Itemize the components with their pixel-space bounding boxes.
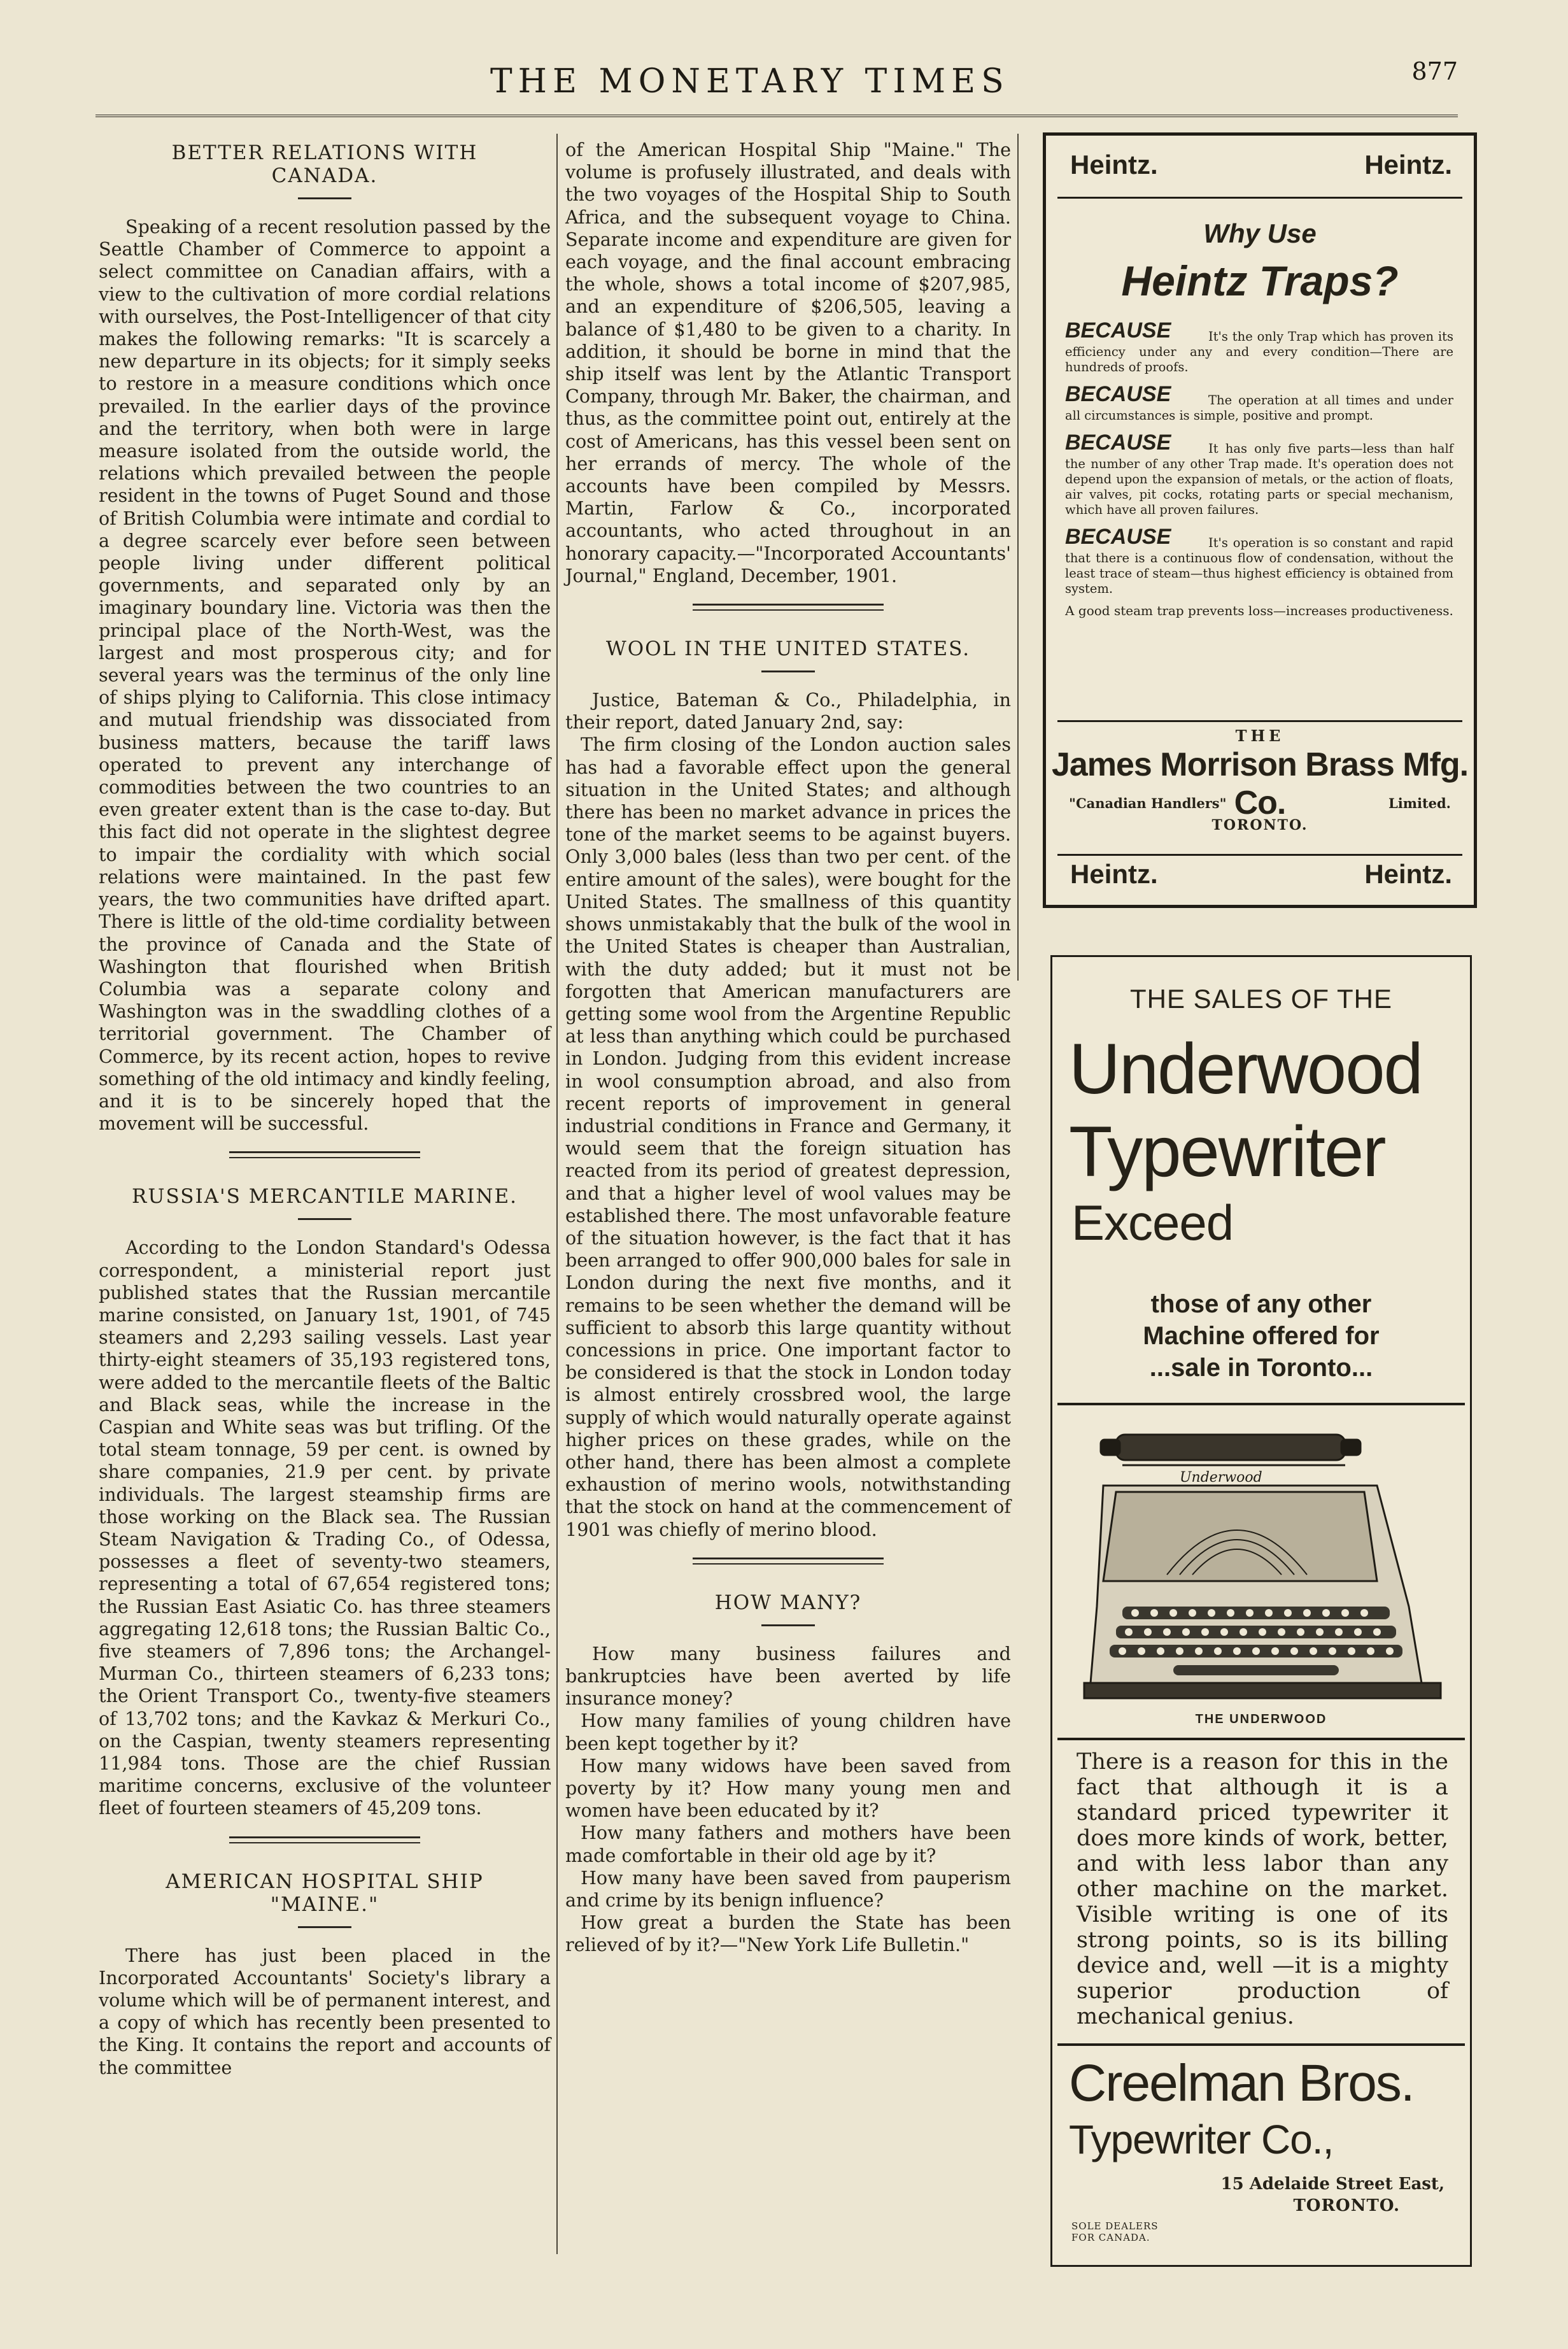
ad-exceed: Exceed — [1071, 1195, 1234, 1251]
claim-line: Machine offered for — [1143, 1322, 1380, 1350]
because-label: BECAUSE — [1065, 382, 1171, 406]
limited-label: Limited. — [1388, 795, 1451, 811]
ad-claim — [1052, 1288, 1470, 1384]
article-paragraph: Justice, Bateman & Co., Philadelphia, in their report, dated January 2nd, say: — [565, 689, 1011, 734]
heading-line: CANADA. — [271, 164, 378, 187]
article-separator — [229, 1836, 420, 1843]
column-1 — [99, 139, 551, 2079]
reason-text-body: The operation at all times and under all circumstances is simple, positive and prompt. — [1065, 393, 1453, 423]
article-paragraph: According to the London Standard's Odessa correspondent, a ministerial report just published states that the Russian mercantile marine consisted, on January 1st, 1901, of 745 steamers and 2,293 sailing vessels. Last year thirty-eight steamers of 35,193 registered tons, were added to the mercantile fleets of the Baltic and Black seas, while the increase in the Caspian and White seas was but trifling. Of the total steam tonnage, 59 per cent. is owned by share companies, 21.9 per cent. by private individuals. The largest steamship firms are those working on the Black sea. The Russian Steam Navigation & Trading Co., of Odessa, possesses a fleet of seventy-two steamers, representing a total of 67,654 registered tons; the Russian East Asiatic Co. has three steamers aggregating 12,618 tons; the Russian Baltic Co., five steamers of 7,896 tons; the Archangel-Murman Co., thirteen steamers of 6,233 tons; the Orient Transport Co., twenty-five steamers of 13,702 tons; and the Kavkaz & Merkuri Co., on the Caspian, twenty steamers representing 11,984 tons. Those are the chief Russian maritime concerns, exclusive of the volunteer fleet of fourteen steamers of 45,209 tons. — [99, 1237, 551, 1819]
because-label: BECAUSE — [1065, 430, 1171, 455]
article-paragraph: The firm closing of the London auction sales has had a favorable effect upon the general situation in the United States; and although there has been no market advance in prices the tone of the market seems to be against buyers. Only 3,000 bales (less than two per cent. of the entire amount of the sales), were bought for the United States. The smallness of this quantity shows unmistakably that the bulk of the wool in the United States is cheaper than Australian, with the duty added; but it must not be forgotten that American manufacturers are getting some wool from the Argentine Republic at less than anything which could be purchased in London. Judging from this evident increase in wool consumption abroad, and also from recent reports of improvement in general industrial conditions in France and Germany, it would seem that the foreign situation has reacted from its period of greatest depression, and that a higher level of wool values may be established there. The most unfavorable feature of the situation however, is the fact that it has been arranged to offer 900,000 bales for sale in London during the next five months, and it remains to be seen whether the demand will be sufficient to absorb this large quantity without concessions in price. One important factor to be considered is that the stock in London today is almost entirely crossbred wool, the large supply of which would naturally operate against higher prices on these grades, while on the other hand, there has been almost a complete exhaustion of merino wools, notwithstanding that the stock on hand at the commencement of 1901 was chiefly of merino blood. — [565, 734, 1011, 1540]
corner-label: Heintz. — [1364, 859, 1452, 889]
header-rule — [95, 115, 1458, 117]
article-paragraph: How many widows have been saved from poverty by it? How many young men and women have been educated by it? — [565, 1754, 1011, 1822]
ad-rule — [1057, 1403, 1465, 1405]
illustration-caption: THE UNDERWOOD — [1195, 1712, 1327, 1726]
handlers-label: "Canadian Handlers" — [1069, 795, 1227, 811]
typewriter-label: Underwood — [1180, 1470, 1262, 1486]
article-paragraph: How many fathers and mothers have been made comfortable in their old age by it? — [565, 1822, 1011, 1866]
heading-line: AMERICAN HOSPITAL SHIP — [166, 1870, 484, 1893]
ad-intro: THE SALES OF THE — [1130, 984, 1392, 1014]
heintz-traps-ad — [1043, 132, 1477, 908]
company-handlers — [1069, 795, 1451, 811]
ad-rule — [1057, 1738, 1465, 1740]
article-paragraph: Speaking of a recent resolution passed by the Seattle Chamber of Commerce to appoint a select committee on Canadian affairs, with a view to the cultivation of more cordial relations with ourselves, the Post-Intelligencer of that city makes the following remarks: "It is scarcely a new departure in its objects; for it simply seeks to restore in a measure conditions which once prevailed. In the earlier days of the province and the territory, when both were in large measure isolated from the outside world, the relations which prevailed between the people resident in the towns of Puget Sound and those of British Columbia were intimate and cordial to a degree scarcely ever before seen between people living under different political governments, and separated only by an imaginary boundary line. Victoria was then the principal place of the North-West, was the largest and most prosperous city; and for several years was the terminus of the only line of ships plying to California. This close intimacy and mutual friendship was dissociated from business matters, because the tariff laws operated to prevent any interchange of commodities between the two countries to an even greater extent than is the case to-day. But this fact did not operate in the slightest degree to impair the cordiality with which social relations were maintained. In the past few years, the two communities have drifted apart. There is little of the old-time cordiality between the province of Canada and the State of Washington that flourished when British Columbia was a separate colony and Washington was in the swaddling clothes of a territorial government. The Chamber of Commerce, by its recent action, hopes to revive something of the old intimacy and kindly feeling, and it is to be sincerely hoped that the movement will be successful. — [99, 216, 551, 1135]
corner-label: Heintz. — [1070, 150, 1158, 180]
article-heading — [111, 141, 538, 187]
dealer-city: TORONTO. — [1293, 2196, 1400, 2215]
ad-body: There is a reason for this in the fact that although it is a standard priced typewriter it does more kinds of work, better, and with less labor than any other machine on the market. Visible writing is one of its strong points, so is its billing device and, well —it is a mighty superior production of mechanical genius. — [1077, 1749, 1448, 2029]
because-label: BECAUSE — [1065, 525, 1171, 549]
dealer-address: 15 Adelaide Street East, — [1220, 2175, 1444, 2194]
claim-line: ...sale in Toronto... — [1149, 1354, 1373, 1382]
article-separator — [693, 1558, 884, 1565]
heading-rule — [761, 671, 815, 672]
reason-item — [1065, 381, 1453, 423]
article-separator — [229, 1151, 420, 1158]
article-paragraph: How great a burden the State has been relieved of by it?—"New York Life Bulletin." — [565, 1912, 1011, 1956]
company-city: TORONTO. — [1211, 817, 1308, 834]
reason-text-body: It has only five parts—less than half the number of any other Trap made. It's operation does not depend upon the expansion of metals, or the action of floats, air valves, pit cocks, rotating parts or special mechanism, which have all proven failures. — [1065, 441, 1453, 517]
ad-note: A good steam trap prevents loss—increases productiveness. — [1065, 603, 1453, 618]
masthead — [95, 53, 1458, 124]
dealer-company: Typewriter Co., — [1069, 2117, 1334, 2162]
article-paragraph: How many families of young children have been kept together by it? — [565, 1710, 1011, 1754]
ad-brand: Underwood — [1069, 1029, 1422, 1109]
sole-dealers-note — [1071, 2220, 1159, 2243]
reason-item — [1065, 524, 1453, 597]
article-heading: WOOL IN THE UNITED STATES. — [605, 637, 971, 661]
company-article: THE — [1235, 727, 1285, 745]
corner-label: Heintz. — [1364, 150, 1452, 180]
article-paragraph: How many have been saved from pauperism and crime by its benign influence? — [565, 1866, 1011, 1912]
article-heading: HOW MANY? — [714, 1591, 862, 1614]
article-paragraph: of the American Hospital Ship "Maine." The volume is profusely illustrated, and deals with the two voyages of the Hospital Ship to South Africa, and the subsequent voyage to China. Separate income and expenditure are given for each voyage, and the final account embracing the whole, shows a total income of $207,985, and an expenditure of $206,505, leaving a balance of $1,480 to be given to a charity. In addition, it should be borne in mind that the ship itself was lent by the Atlantic Transport Company, through Mr. Baker, the chairman, and thus, as the committee point out, entirely at the cost of Americans, has this vessel been sent on her errands of mercy. The whole of the accounts have been compiled by Messrs. Martin, Farlow & Co., incorporated accountants, who acted throughout in an honorary capacity.—"Incorporated Accountants' Journal," England, December, 1901. — [565, 139, 1011, 586]
company-name: James Morrison Brass Mfg. Co. — [1051, 746, 1469, 821]
note-line: SOLE DEALERS — [1071, 2220, 1159, 2232]
corner-label: Heintz. — [1070, 859, 1158, 889]
article-heading — [111, 1870, 538, 1916]
reason-item — [1065, 318, 1453, 375]
underwood-typewriter-ad — [1050, 955, 1472, 2267]
column-rule — [556, 134, 558, 2254]
reason-text-body: It's operation is so constant and rapid that there is a continuous flow of condensation, without the least trace of steam—thus highest efficiency is obtained from system. — [1065, 536, 1453, 596]
ad-rule — [1057, 2043, 1465, 2046]
note-line: FOR CANADA. — [1071, 2232, 1150, 2243]
article-paragraph: There has just been placed in the Incorporated Accountants' Society's library a volume which will be of permanent interest, and a copy of which has recently been presented to the King. It contains the report and accounts of the committee — [99, 1944, 551, 2078]
claim-line: those of any other — [1150, 1290, 1372, 1318]
heading-rule — [298, 1926, 351, 1928]
column-rule — [1017, 134, 1019, 981]
page-number: 877 — [1411, 57, 1458, 85]
reason-item — [1065, 430, 1453, 518]
heading-rule — [761, 1624, 815, 1626]
reason-text-body: It's the only Trap which has proven its efficiency under any and every condition—There are hundreds of proofs. — [1065, 329, 1453, 374]
ad-reasons — [1065, 318, 1453, 618]
ad-rule — [1057, 854, 1462, 856]
heading-rule — [298, 197, 351, 199]
because-label: BECAUSE — [1065, 318, 1171, 343]
dealer-name: Creelman Bros. — [1069, 2054, 1414, 2112]
ad-subheading: Why Use — [1203, 218, 1317, 248]
article-separator — [693, 604, 884, 611]
ad-headline: Heintz Traps? — [1121, 257, 1399, 304]
ad-product: Typewriter — [1069, 1112, 1385, 1191]
heading-line: "MAINE." — [270, 1892, 379, 1916]
article-heading: RUSSIA'S MERCANTILE MARINE. — [132, 1185, 518, 1209]
heading-rule — [298, 1218, 351, 1220]
article-paragraph: How many business failures and bankruptcies have been averted by life insurance money? — [565, 1642, 1011, 1710]
column-2 — [565, 139, 1011, 1957]
heading-line: BETTER RELATIONS WITH — [171, 141, 478, 164]
ad-rule — [1057, 197, 1462, 199]
ad-rule — [1057, 720, 1462, 722]
publication-title: THE MONETARY TIMES — [490, 62, 1010, 101]
typewriter-illustration — [1078, 1416, 1447, 1715]
